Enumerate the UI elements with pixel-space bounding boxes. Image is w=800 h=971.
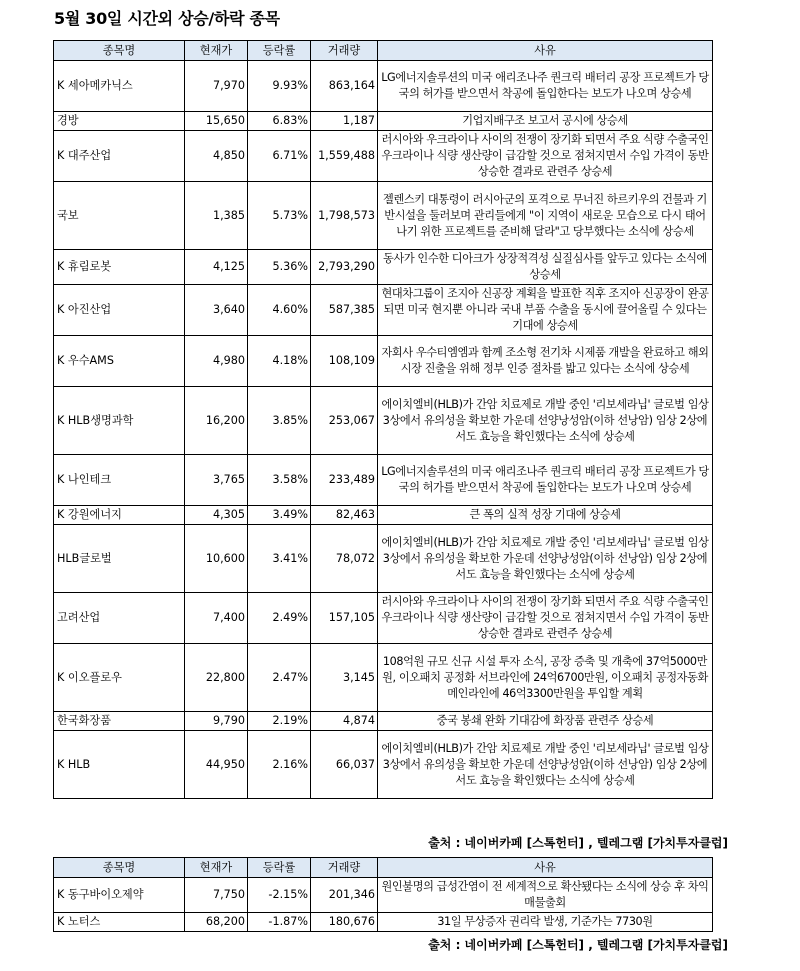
stock-name: K 동구바이오제약 xyxy=(54,878,185,913)
stock-name: K HLB xyxy=(54,731,185,799)
header-name: 종목명 xyxy=(54,858,185,878)
price: 4,850 xyxy=(185,131,248,182)
table-row xyxy=(54,525,713,593)
table-row xyxy=(54,250,713,285)
change-rate: 3.49% xyxy=(248,506,311,525)
volume: 233,489 xyxy=(311,455,378,506)
change-rate: 5.36% xyxy=(248,250,311,285)
change-rate: 9.93% xyxy=(248,61,311,112)
table-row xyxy=(54,593,713,644)
table-row xyxy=(54,336,713,387)
price: 3,765 xyxy=(185,455,248,506)
reason: 현대차그룹이 조지아 신공장 계획을 발표한 직후 조지아 신공장이 완공되면 미국 현지뿐 아니라 국내 부품 수출을 동시에 끌어올릴 수 있다는 기대에 상승세 xyxy=(378,285,713,336)
change-rate: 6.71% xyxy=(248,131,311,182)
price: 10,600 xyxy=(185,525,248,593)
price: 4,980 xyxy=(185,336,248,387)
volume: 82,463 xyxy=(311,506,378,525)
reason: 자회사 우수티엠엠과 함께 조소형 전기차 시제품 개발을 완료하고 해외시장 진출을 위해 정부 인증 절차를 밟고 있다는 소식에 상승세 xyxy=(378,336,713,387)
stock-name: K HLB생명과학 xyxy=(54,387,185,455)
change-rate: 2.19% xyxy=(248,712,311,731)
table-row xyxy=(54,731,713,799)
volume: 1,187 xyxy=(311,112,378,131)
volume: 108,109 xyxy=(311,336,378,387)
header-rate: 등락률 xyxy=(248,41,311,61)
volume: 180,676 xyxy=(311,913,378,932)
volume: 1,559,488 xyxy=(311,131,378,182)
table-row xyxy=(54,913,713,932)
stock-name: 경방 xyxy=(54,112,185,131)
stock-name: K 대주산업 xyxy=(54,131,185,182)
stock-name: K 나인테크 xyxy=(54,455,185,506)
price: 68,200 xyxy=(185,913,248,932)
table-row xyxy=(54,455,713,506)
reason: LG에너지솔루션의 미국 애리조나주 퀀크릭 배터리 공장 프로젝트가 당국의 허가를 받으면서 착공에 돌입한다는 보도가 나오며 상승세 xyxy=(378,455,713,506)
stock-name: 한국화장품 xyxy=(54,712,185,731)
change-rate: 4.18% xyxy=(248,336,311,387)
price: 9,790 xyxy=(185,712,248,731)
table-row xyxy=(54,285,713,336)
stock-name: K 휴림로봇 xyxy=(54,250,185,285)
reason: 젤렌스키 대통령이 러시아군의 포격으로 무너진 하르키우의 건물과 기반시설을 둘러보며 관리들에게 "이 지역이 새로운 모습으로 다시 태어나기 위한 프로젝트를 준비해 달라"고 당부했다는 소식에 상승세 xyxy=(378,182,713,250)
page-title: 5월 30일 시간외 상승/하락 종목 xyxy=(54,9,280,28)
change-rate: 2.16% xyxy=(248,731,311,799)
price: 7,970 xyxy=(185,61,248,112)
stock-name: K 강원에너지 xyxy=(54,506,185,525)
stock-name: 고려산업 xyxy=(54,593,185,644)
volume: 863,164 xyxy=(311,61,378,112)
header-volume: 거래량 xyxy=(311,858,378,878)
price: 3,640 xyxy=(185,285,248,336)
table-row xyxy=(54,878,713,913)
table-row xyxy=(54,112,713,131)
volume: 253,067 xyxy=(311,387,378,455)
stock-name: K 우수AMS xyxy=(54,336,185,387)
volume: 4,874 xyxy=(311,712,378,731)
header-price: 현재가 xyxy=(185,41,248,61)
source-note: 출처 : 네이버카페 [스톡헌터] , 텔레그램 [가치투자클럽] xyxy=(428,938,728,952)
fall-table xyxy=(53,857,713,932)
stock-name: K 아진산업 xyxy=(54,285,185,336)
table-row xyxy=(54,131,713,182)
table-row xyxy=(54,644,713,712)
reason: 중국 봉쇄 완화 기대감에 화장품 관련주 상승세 xyxy=(378,712,713,731)
header-name: 종목명 xyxy=(54,41,185,61)
change-rate: 2.47% xyxy=(248,644,311,712)
change-rate: 4.60% xyxy=(248,285,311,336)
reason: 31일 무상증자 권리락 발생, 기준가는 7730원 xyxy=(378,913,713,932)
price: 16,200 xyxy=(185,387,248,455)
stock-name: 국보 xyxy=(54,182,185,250)
price: 22,800 xyxy=(185,644,248,712)
table-header-row xyxy=(54,41,713,61)
source-note: 출처 : 네이버카페 [스톡헌터] , 텔레그램 [가치투자클럽] xyxy=(428,836,728,850)
reason: 에이치엘비(HLB)가 간암 치료제로 개발 중인 '리보세라닙' 글로벌 임상 3상에서 유의성을 확보한 가운데 선양낭성암(이하 선낭암) 임상 2상에서도 효능을 확인했다는 소식에 상승세 xyxy=(378,387,713,455)
reason: 러시아와 우크라이나 사이의 전쟁이 장기화 되면서 주요 식량 수출국인 우크라이나 식량 생산량이 급감할 것으로 점쳐지면서 수입 가격이 동반 상승한 결과로 관련주 상승세 xyxy=(378,131,713,182)
change-rate: 3.41% xyxy=(248,525,311,593)
change-rate: 5.73% xyxy=(248,182,311,250)
table-row xyxy=(54,387,713,455)
stock-name: HLB글로벌 xyxy=(54,525,185,593)
stock-name: K 노터스 xyxy=(54,913,185,932)
rise-table xyxy=(53,40,713,799)
table-row xyxy=(54,712,713,731)
price: 1,385 xyxy=(185,182,248,250)
price: 4,125 xyxy=(185,250,248,285)
table-row xyxy=(54,506,713,525)
reason: 동사가 인수한 디아크가 상장적격성 실질심사를 앞두고 있다는 소식에 상승세 xyxy=(378,250,713,285)
change-rate: 3.85% xyxy=(248,387,311,455)
change-rate: 2.49% xyxy=(248,593,311,644)
reason: 에이치엘비(HLB)가 간암 치료제로 개발 중인 '리보세라닙' 글로벌 임상 3상에서 유의성을 확보한 가운데 선양낭성암(이하 선낭암) 임상 2상에서도 효능을 확인했다는 소식에 상승세 xyxy=(378,731,713,799)
volume: 66,037 xyxy=(311,731,378,799)
volume: 587,385 xyxy=(311,285,378,336)
reason: 러시아와 우크라이나 사이의 전쟁이 장기화 되면서 주요 식량 수출국인 우크라이나 식량 생산량이 급감할 것으로 점쳐지면서 수입 가격이 동반 상승한 결과로 관련주 상승세 xyxy=(378,593,713,644)
change-rate: 6.83% xyxy=(248,112,311,131)
volume: 3,145 xyxy=(311,644,378,712)
table-header-row xyxy=(54,858,713,878)
reason: 큰 폭의 실적 성장 기대에 상승세 xyxy=(378,506,713,525)
reason: 원인불명의 급성간염이 전 세계적으로 확산됐다는 소식에 상승 후 차익매물출회 xyxy=(378,878,713,913)
volume: 2,793,290 xyxy=(311,250,378,285)
header-reason: 사유 xyxy=(378,858,713,878)
price: 7,750 xyxy=(185,878,248,913)
change-rate: 3.58% xyxy=(248,455,311,506)
stock-name: K 세아메카닉스 xyxy=(54,61,185,112)
volume: 157,105 xyxy=(311,593,378,644)
reason: 108억원 규모 신규 시설 투자 소식, 공장 증축 및 개축에 37억5000만원, 이오패치 공정화 서브라인에 24억6700만원, 이오패치 공정자동화 메인라인에 46억3300만원을 투입할 계획 xyxy=(378,644,713,712)
volume: 1,798,573 xyxy=(311,182,378,250)
volume: 78,072 xyxy=(311,525,378,593)
price: 4,305 xyxy=(185,506,248,525)
volume: 201,346 xyxy=(311,878,378,913)
reason: 기업지배구조 보고서 공시에 상승세 xyxy=(378,112,713,131)
header-volume: 거래량 xyxy=(311,41,378,61)
price: 7,400 xyxy=(185,593,248,644)
reason: LG에너지솔루션의 미국 애리조나주 퀀크릭 배터리 공장 프로젝트가 당국의 허가를 받으면서 착공에 돌입한다는 보도가 나오며 상승세 xyxy=(378,61,713,112)
change-rate: -1.87% xyxy=(248,913,311,932)
header-rate: 등락률 xyxy=(248,858,311,878)
header-price: 현재가 xyxy=(185,858,248,878)
price: 44,950 xyxy=(185,731,248,799)
change-rate: -2.15% xyxy=(248,878,311,913)
table-row xyxy=(54,182,713,250)
table-row xyxy=(54,61,713,112)
header-reason: 사유 xyxy=(378,41,713,61)
price: 15,650 xyxy=(185,112,248,131)
reason: 에이치엘비(HLB)가 간암 치료제로 개발 중인 '리보세라닙' 글로벌 임상 3상에서 유의성을 확보한 가운데 선양낭성암(이하 선낭암) 임상 2상에서도 효능을 확인했다는 소식에 상승세 xyxy=(378,525,713,593)
stock-name: K 이오플로우 xyxy=(54,644,185,712)
